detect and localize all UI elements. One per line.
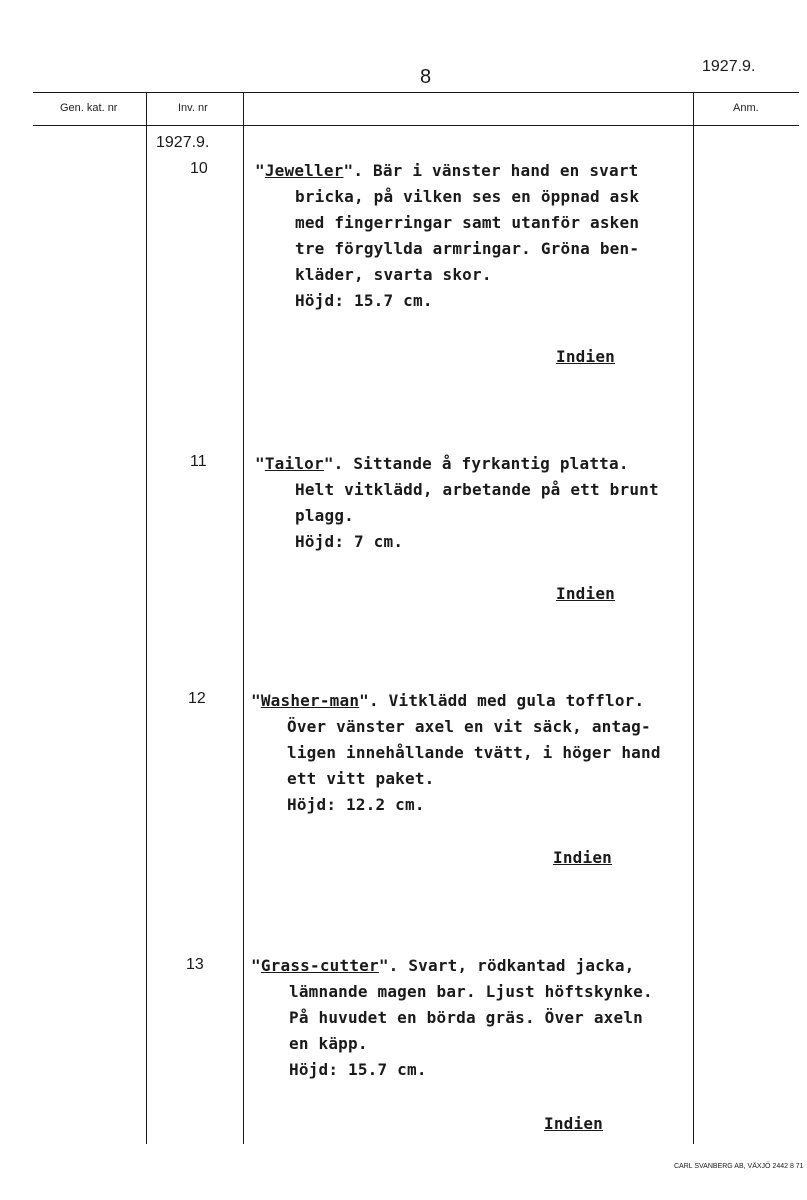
entry-title: Tailor: [264, 454, 324, 473]
entry-line: tre förgyllda armringar. Gröna ben-: [295, 239, 640, 258]
entry-origin: Indien: [544, 1114, 603, 1133]
entry-line: lämnande magen bar. Ljust höftskynke.: [289, 982, 653, 1001]
page-number: 8: [420, 66, 432, 88]
entry-title: Grass-cutter: [260, 956, 379, 975]
printer-footer: CARL SVANBERG AB, VÄXJÖ 2442 8 71: [674, 1163, 804, 1170]
entry-line: Över vänster axel en vit säck, antag-: [287, 717, 651, 736]
entry-line: ett vitt paket.: [287, 769, 435, 788]
entry-description: [255, 158, 639, 314]
column-rule-1: [146, 92, 147, 1144]
entry-title: Jeweller: [264, 161, 344, 180]
column-header-anm: Anm.: [733, 102, 759, 114]
entry-origin: Indien: [553, 848, 612, 867]
entry-line: en käpp.: [289, 1034, 368, 1053]
column-rule-2: [243, 92, 244, 1144]
entry-description: [251, 953, 653, 1083]
header-top-rule: [33, 92, 799, 93]
entry-line: ". Bär i vänster hand en svart: [343, 161, 639, 180]
header-bottom-rule: [33, 125, 799, 126]
entry-height: Höjd: 15.7 cm.: [295, 291, 433, 310]
entry-origin: Indien: [556, 584, 615, 603]
series-number: 1927.9.: [156, 134, 210, 151]
entry-number: 10: [190, 160, 208, 177]
entry-description: [251, 688, 661, 818]
entry-origin: Indien: [556, 347, 615, 366]
entry-number: 11: [190, 453, 207, 470]
entry-title-line: "Washer-man". Vitklädd med gula tofflor.: [251, 691, 645, 710]
entry-description: [255, 451, 659, 555]
entry-number: 13: [186, 956, 204, 973]
column-header-gen-kat-nr: Gen. kat. nr: [60, 102, 118, 114]
entry-title-line: "Tailor". Sittande å fyrkantig platta.: [255, 454, 629, 473]
entry-title-line: "Jeweller". Bär i vänster hand en svart: [255, 161, 639, 180]
series-number-header: 1927.9.: [702, 58, 756, 75]
entry-line: ". Vitklädd med gula tofflor.: [359, 691, 645, 710]
entry-line: ligen innehållande tvätt, i höger hand: [287, 743, 661, 762]
entry-height: Höjd: 12.2 cm.: [287, 795, 425, 814]
entry-number: 12: [188, 690, 206, 707]
column-rule-3: [693, 92, 694, 1144]
entry-title-line: "Grass-cutter". Svart, rödkantad jacka,: [251, 956, 635, 975]
entry-height: Höjd: 15.7 cm.: [289, 1060, 427, 1079]
entry-line: På huvudet en börda gräs. Över axeln: [289, 1008, 643, 1027]
entry-line: bricka, på vilken ses en öppnad ask: [295, 187, 640, 206]
entry-title: Washer-man: [260, 691, 360, 710]
entry-height: Höjd: 7 cm.: [295, 532, 404, 551]
column-header-inv-nr: Inv. nr: [178, 102, 208, 114]
entry-line: med fingerringar samt utanför asken: [295, 213, 640, 232]
entry-line: Helt vitklädd, arbetande på ett brunt: [295, 480, 659, 499]
entry-line: ". Svart, rödkantad jacka,: [378, 956, 635, 975]
entry-line: kläder, svarta skor.: [295, 265, 492, 284]
entry-line: plagg.: [295, 506, 354, 525]
entry-line: ". Sittande å fyrkantig platta.: [323, 454, 629, 473]
